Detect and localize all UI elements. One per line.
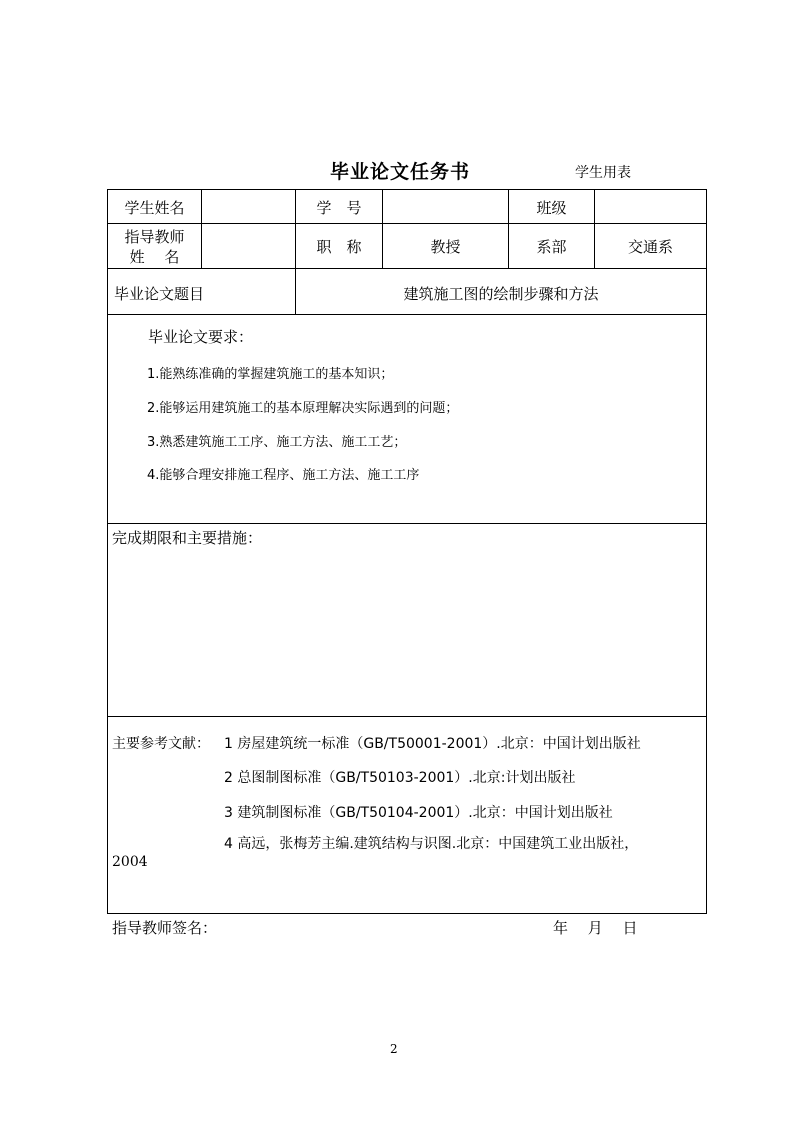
table-line xyxy=(107,314,707,315)
reference-item: 1 房屋建筑统一标准（GB/T50001-2001）.北京：中国计划出版社 xyxy=(224,736,641,752)
advisor-label-line1: 指导教师 xyxy=(124,228,185,246)
requirement-item: 1.能熟练准确的掌握建筑施工的基本知识； xyxy=(147,367,394,382)
academic-title-label: 职 称 xyxy=(316,238,362,256)
reference-item-continuation: 2004 xyxy=(112,854,148,870)
reference-item: 2 总图制图标准（GB/T50103-2001）.北京:计划出版社 xyxy=(224,770,576,786)
form-tag: 学生用表 xyxy=(575,165,631,181)
requirement-item: 2.能够运用建筑施工的基本原理解决实际遇到的问题； xyxy=(147,401,459,416)
advisor-label-line2: 姓 名 xyxy=(129,248,180,266)
table-line xyxy=(107,189,108,914)
table-line xyxy=(706,189,707,914)
document-title: 毕业论文任务书 xyxy=(330,161,471,183)
student-id-label: 学 号 xyxy=(316,199,362,217)
department-label: 系部 xyxy=(536,238,567,256)
table-line xyxy=(107,223,707,224)
class-label: 班级 xyxy=(536,199,567,217)
table-line xyxy=(107,913,707,914)
page-number: 2 xyxy=(390,1042,398,1056)
topic-label: 毕业论文题目 xyxy=(114,285,205,303)
requirement-item: 3.熟悉建筑施工工序、施工方法、施工工艺； xyxy=(147,435,407,450)
reference-item: 3 建筑制图标准（GB/T50104-2001）.北京：中国计划出版社 xyxy=(224,805,613,821)
department-value: 交通系 xyxy=(627,238,673,256)
table-line xyxy=(201,189,202,268)
schedule-heading: 完成期限和主要措施： xyxy=(112,529,263,547)
signature-label: 指导教师签名： xyxy=(112,919,218,937)
requirements-heading: 毕业论文要求： xyxy=(148,328,254,346)
date-label: 年 月 日 xyxy=(553,919,638,937)
references-heading: 主要参考文献： xyxy=(112,736,210,752)
table-line xyxy=(107,523,707,524)
table-line xyxy=(107,189,707,190)
reference-item: 4 高远，张梅芳主编.建筑结构与识图.北京：中国建筑工业出版社， xyxy=(224,836,639,852)
table-line xyxy=(107,268,707,269)
topic-value: 建筑施工图的绘制步骤和方法 xyxy=(403,285,599,303)
academic-title-value: 教授 xyxy=(430,238,461,256)
student-name-label: 学生姓名 xyxy=(124,199,185,217)
table-line xyxy=(107,716,707,717)
requirement-item: 4.能够合理安排施工程序、施工方法、施工工序 xyxy=(147,468,420,483)
